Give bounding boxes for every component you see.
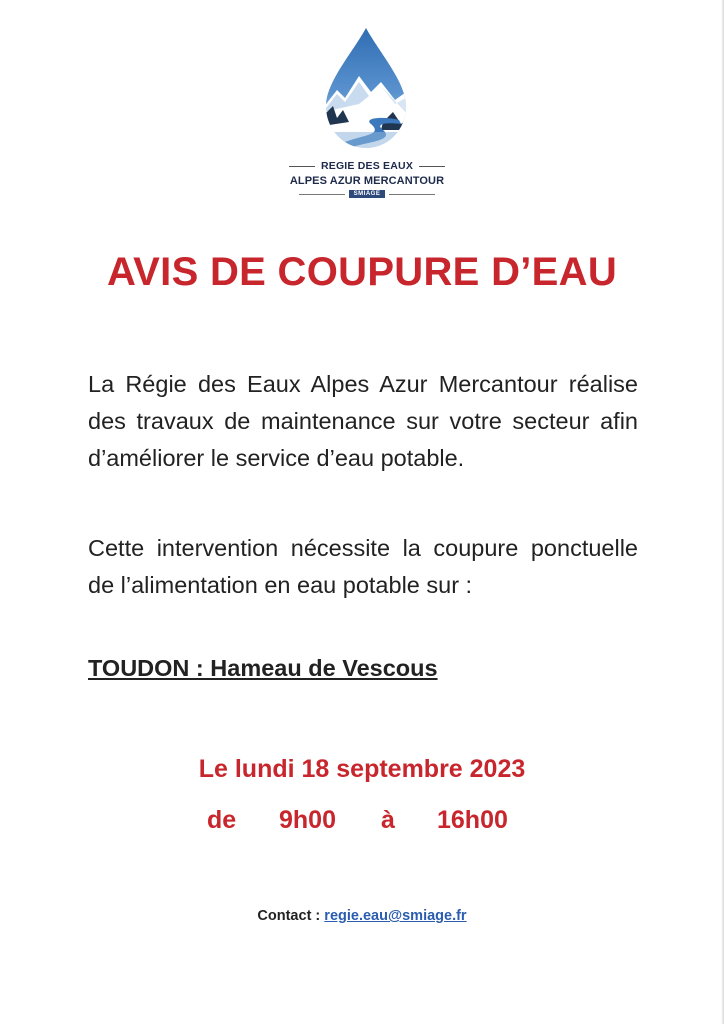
divider xyxy=(299,194,345,195)
intro-paragraph: La Régie des Eaux Alpes Azur Mercantour réalise des travaux de maintenance sur votre secteur afin d’améliorer le service d’eau potable. xyxy=(88,371,638,471)
water-drop-mountains-icon xyxy=(323,26,409,150)
outage-time-range xyxy=(0,806,724,840)
divider xyxy=(289,166,315,167)
org-name-line1: REGIE DES EAUX xyxy=(320,160,414,172)
intervention-paragraph: Cette intervention nécessite la coupure ponctuelle de l’alimentation en eau potable sur : xyxy=(88,535,638,598)
end-time: 16h00 xyxy=(437,806,508,834)
divider xyxy=(419,166,445,167)
notice-headline: AVIS DE COUPURE D’EAU xyxy=(106,250,618,294)
org-name-line2: ALPES AZUR MERCANTOUR xyxy=(289,175,445,187)
contact-line xyxy=(0,908,724,924)
to-label: à xyxy=(381,806,395,834)
organization-name xyxy=(282,160,452,198)
divider xyxy=(389,194,435,195)
start-time: 9h00 xyxy=(279,806,336,834)
contact-email-link[interactable]: regie.eau@smiage.fr xyxy=(324,908,467,924)
outage-date: Le lundi 18 septembre 2023 xyxy=(198,755,526,783)
contact-label: Contact : xyxy=(257,908,321,924)
affected-location: TOUDON : Hameau de Vescous xyxy=(88,655,438,681)
org-badge: SMIAGE xyxy=(349,190,386,198)
from-label: de xyxy=(207,806,237,834)
